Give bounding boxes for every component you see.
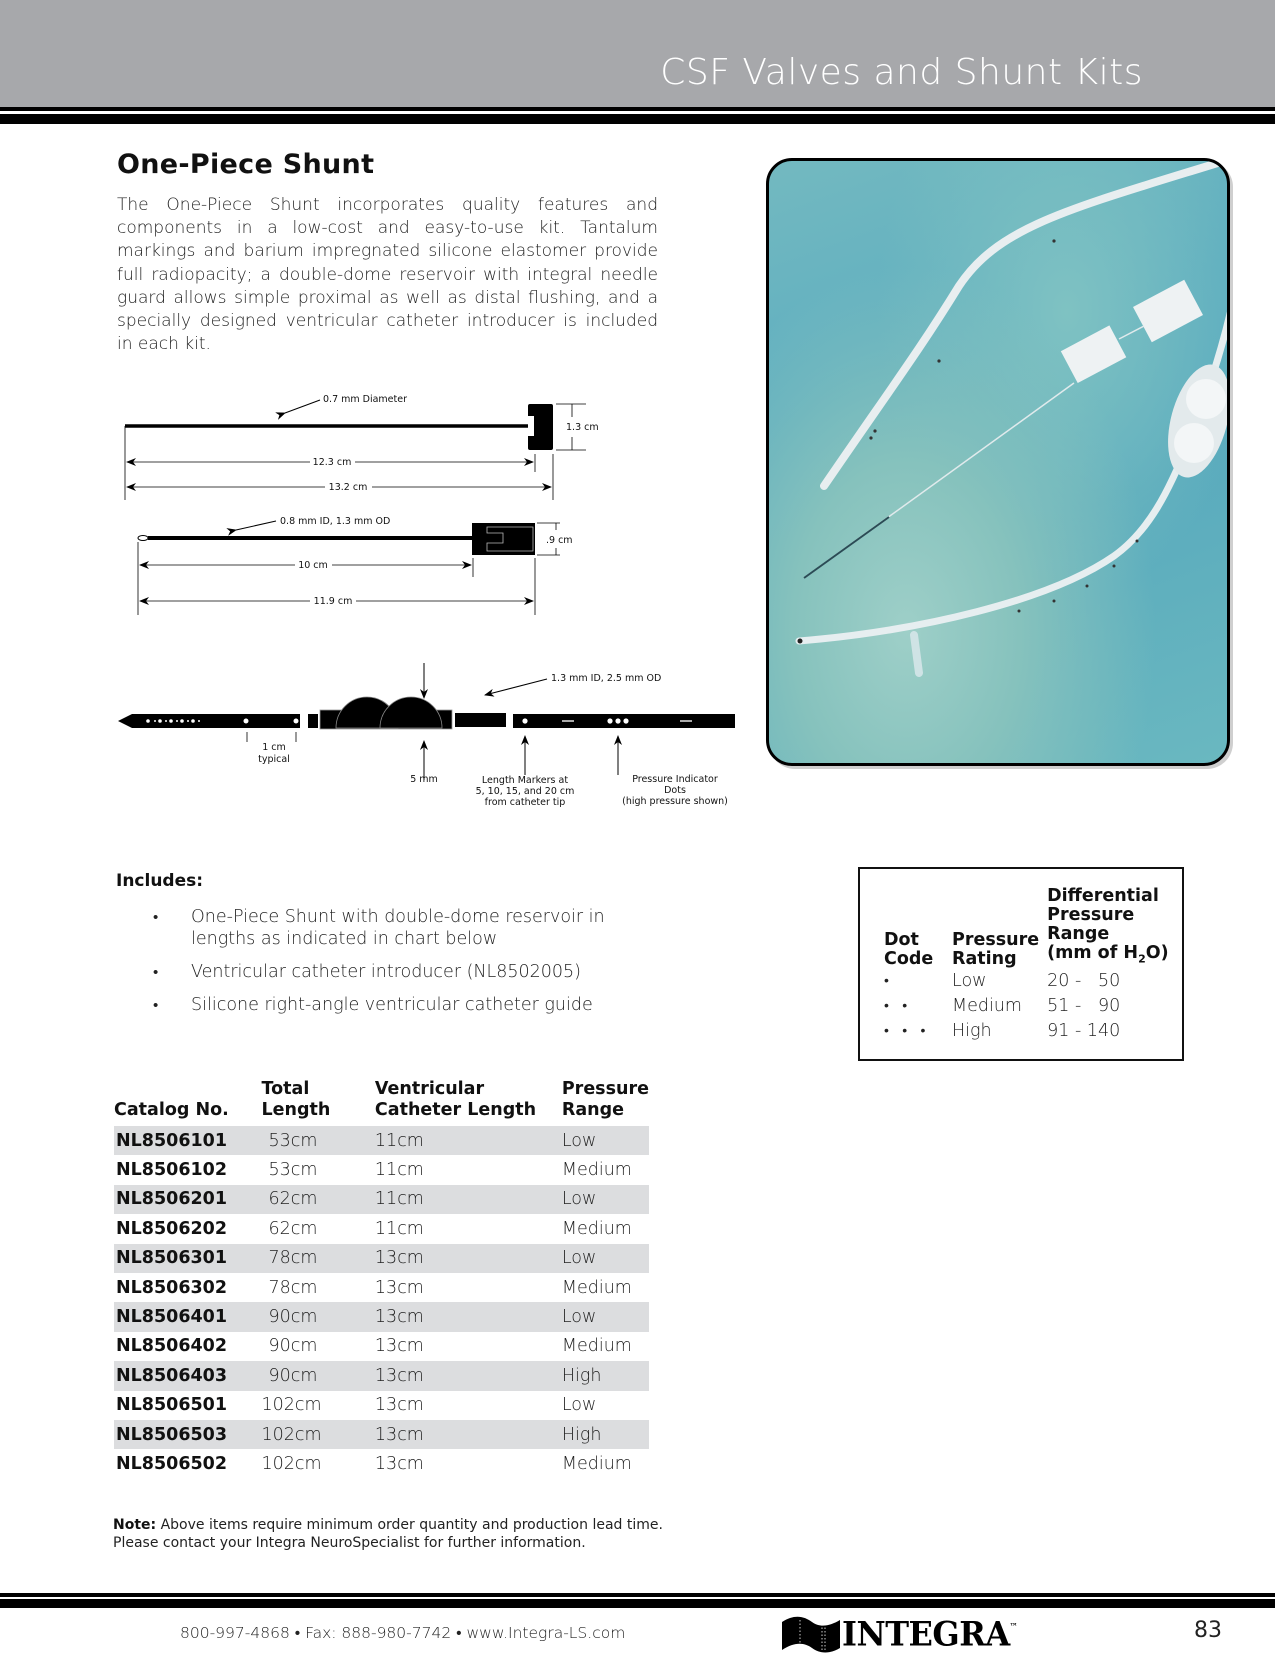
catalog-number: NL8506503 <box>114 1420 262 1449</box>
reservoir-photo <box>1157 358 1230 485</box>
total-length: 102cm <box>261 1453 322 1474</box>
dot-code-row: • • • High 91 - 140 <box>884 1019 1177 1044</box>
header-divider-thin <box>0 107 1275 111</box>
includes-item: • Silicone right-angle ventricular catheter guide <box>153 995 593 1015</box>
guide-length-total: 11.9 cm <box>313 596 353 607</box>
tubing-arrow <box>485 679 547 695</box>
catalog-row <box>114 1332 649 1361</box>
catalog-row <box>114 1420 649 1449</box>
total-length: 62cm <box>262 1185 375 1214</box>
catalog-number: NL8506402 <box>116 1336 228 1357</box>
pressure-range: Medium <box>561 1277 632 1298</box>
includes-label: Includes: <box>116 871 204 891</box>
header-total-length: Total Length <box>261 1079 331 1120</box>
introducer-length-total: 13.2 cm <box>328 482 368 493</box>
section-title: One-Piece Shunt <box>117 149 375 180</box>
footer-divider-thin <box>0 1593 1275 1597</box>
guide-diameter-arrow <box>236 521 276 530</box>
dot-code-table <box>884 887 1177 1044</box>
total-length: 78cm <box>262 1244 375 1273</box>
catalog-number: NL8506301 <box>114 1244 262 1273</box>
length-markers-line3: from catheter tip <box>484 797 566 808</box>
shunt-diagram <box>118 663 735 808</box>
footer-contact: 800-997-4868 • Fax: 888-980-7742 • www.Integra-LS.com <box>180 1624 626 1642</box>
dome-label: 5 mm <box>410 774 438 785</box>
guide-diagram <box>138 516 573 615</box>
pressure-dots-line2: Dots <box>664 785 686 796</box>
includes-list <box>153 906 673 1027</box>
ventricular-length: 13cm <box>375 1361 562 1390</box>
ventricular-length: 11cm <box>375 1126 562 1155</box>
header-dot-code: Dot Code <box>884 929 934 969</box>
bullet-icon: • <box>153 908 159 926</box>
catalog-number: NL8506101 <box>114 1126 262 1155</box>
pressure-range: Low <box>562 1126 649 1155</box>
introducer-handle-height: 1.3 cm <box>566 422 599 433</box>
pressure-dots-line3: (high pressure shown) <box>622 796 728 807</box>
ventricular-length: 11cm <box>375 1185 562 1214</box>
ventricular-length: 11cm <box>374 1160 424 1181</box>
guide-handle <box>472 523 535 555</box>
introducer-handle <box>528 404 553 450</box>
reservoir-dome-2 <box>380 697 442 728</box>
header-divider-thick <box>0 114 1275 124</box>
pressure-range: Low <box>562 1244 649 1273</box>
ventricular-catheter <box>132 714 300 728</box>
catalog-number: NL8506401 <box>114 1302 262 1331</box>
catalog-row <box>114 1155 649 1184</box>
catalog-row <box>114 1185 649 1214</box>
catalog-number: NL8506501 <box>116 1395 228 1416</box>
catalog-row <box>114 1126 649 1155</box>
total-length: 53cm <box>262 1126 375 1155</box>
bullet-icon: • <box>153 996 159 1014</box>
tubing-label: 1.3 mm ID, 2.5 mm OD <box>551 673 662 684</box>
total-length: 62cm <box>268 1218 318 1239</box>
dot-code-icon: • • • <box>884 1022 926 1039</box>
guide-diameter-label: 0.8 mm ID, 1.3 mm OD <box>280 516 391 527</box>
header-band <box>0 0 1275 107</box>
total-length: 90cm <box>262 1361 375 1390</box>
guide-handle-height: .9 cm <box>546 535 573 546</box>
note-label: Note: <box>113 1517 157 1533</box>
technical-diagram <box>110 380 750 820</box>
catalog-number: NL8506302 <box>116 1277 228 1298</box>
ventricular-length: 13cm <box>375 1302 562 1331</box>
pressure-range: Medium <box>561 1218 632 1239</box>
header-pressure-range: Pressure Range <box>561 1079 649 1120</box>
pressure-dots-line1: Pressure Indicator <box>632 774 718 785</box>
catheter-tip <box>118 714 132 728</box>
footer-divider-thick <box>0 1599 1275 1608</box>
integra-flag-icon <box>780 1612 842 1654</box>
total-length: 53cm <box>268 1160 318 1181</box>
dot-code-legend <box>858 867 1184 1061</box>
intro-paragraph: The One-Piece Shunt incorporates quality features and components in a low-cost and easy-to-use kit. Tantalum markings and barium impregnated silicone elastomer provide full radiopacity; a double-dome reservoir with integral needle guard allows simple proximal as well as distal flushing, and a specially designed ventricular catheter introducer is included in each kit. <box>117 195 658 355</box>
pressure-range: High <box>562 1420 649 1449</box>
catalog-row <box>114 1244 649 1273</box>
pressure-range: Medium <box>561 1453 632 1474</box>
introducer-length-inner: 12.3 cm <box>312 457 352 468</box>
catalog-number: NL8506201 <box>114 1185 262 1214</box>
dot-code-row: • • Medium 51 - 90 <box>884 994 1177 1019</box>
catalog-row <box>114 1391 649 1420</box>
diameter-pointer-arrow <box>285 400 320 413</box>
pressure-range: High <box>562 1361 649 1390</box>
catalog-table <box>114 1079 649 1479</box>
spacing-label-typical: typical <box>258 754 290 765</box>
total-length: 78cm <box>268 1277 318 1298</box>
header-catalog-no: Catalog No. <box>114 1100 229 1120</box>
right-angle-guide-photo <box>914 635 919 673</box>
spacing-label: 1 cm <box>262 742 286 753</box>
pressure-range: Medium <box>561 1336 632 1357</box>
product-photo <box>766 158 1230 766</box>
dot-code-icon: • • <box>884 997 908 1014</box>
ventricular-length: 13cm <box>374 1395 424 1416</box>
header-differential-range: Differential Pressure Range (mm of $H_2O$) <box>1047 886 1169 966</box>
total-length: 90cm <box>268 1336 318 1357</box>
pressure-range: Low <box>562 1185 649 1214</box>
ventricular-length: 13cm <box>375 1420 562 1449</box>
page-header-title: CSF Valves and Shunt Kits <box>660 52 1143 93</box>
introducer-diagram <box>125 394 599 500</box>
length-markers-line2: 5, 10, 15, and 20 cm <box>475 786 575 797</box>
pressure-range: Low <box>562 1302 649 1331</box>
pressure-range: Low <box>561 1395 597 1416</box>
guide-length-inner: 10 cm <box>298 560 328 571</box>
total-length: 102cm <box>262 1420 375 1449</box>
pressure-range: Medium <box>561 1160 632 1181</box>
header-ventricular-length: Ventricular Catheter Length <box>374 1079 537 1120</box>
includes-item: • Ventricular catheter introducer (NL8502005) <box>153 962 582 982</box>
ventricular-length: 13cm <box>374 1453 424 1474</box>
dot-code-icon: • <box>884 972 889 989</box>
integra-wordmark: INTEGRA <box>842 1614 1010 1654</box>
ventricular-length: 13cm <box>374 1277 424 1298</box>
page-number: 83 <box>1194 1618 1222 1643</box>
length-markers-line1: Length Markers at <box>481 775 569 786</box>
includes-item: • One-Piece Shunt with double-dome reservoir in lengths as indicated in chart below <box>153 907 605 949</box>
catalog-row <box>114 1214 649 1243</box>
catalog-row <box>114 1361 649 1390</box>
order-note: Note: Above items require minimum order quantity and production lead time. Please contact your Integra NeuroSpecialist for further information. <box>113 1517 663 1551</box>
distal-catheter-photo <box>799 301 1230 641</box>
ventricular-length: 11cm <box>374 1218 424 1239</box>
catalog-number: NL8506202 <box>116 1218 228 1239</box>
header-pressure-rating: Pressure Rating <box>952 929 1040 969</box>
ventricular-length: 13cm <box>375 1244 562 1273</box>
catalog-row <box>114 1302 649 1331</box>
bullet-icon: • <box>153 963 159 981</box>
integra-logo: INTEGRA™ <box>780 1612 1020 1654</box>
catalog-row <box>114 1273 649 1302</box>
introducer-diameter-label: 0.7 mm Diameter <box>323 394 408 405</box>
total-length: 90cm <box>262 1302 375 1331</box>
catalog-number: NL8506502 <box>116 1453 228 1474</box>
catalog-number: NL8506102 <box>116 1160 228 1181</box>
ventricular-length: 13cm <box>374 1336 424 1357</box>
catalog-row <box>114 1449 649 1478</box>
dot-code-row: • Low 20 - 50 <box>884 969 1177 994</box>
catalog-number: NL8506403 <box>114 1361 262 1390</box>
total-length: 102cm <box>261 1395 322 1416</box>
